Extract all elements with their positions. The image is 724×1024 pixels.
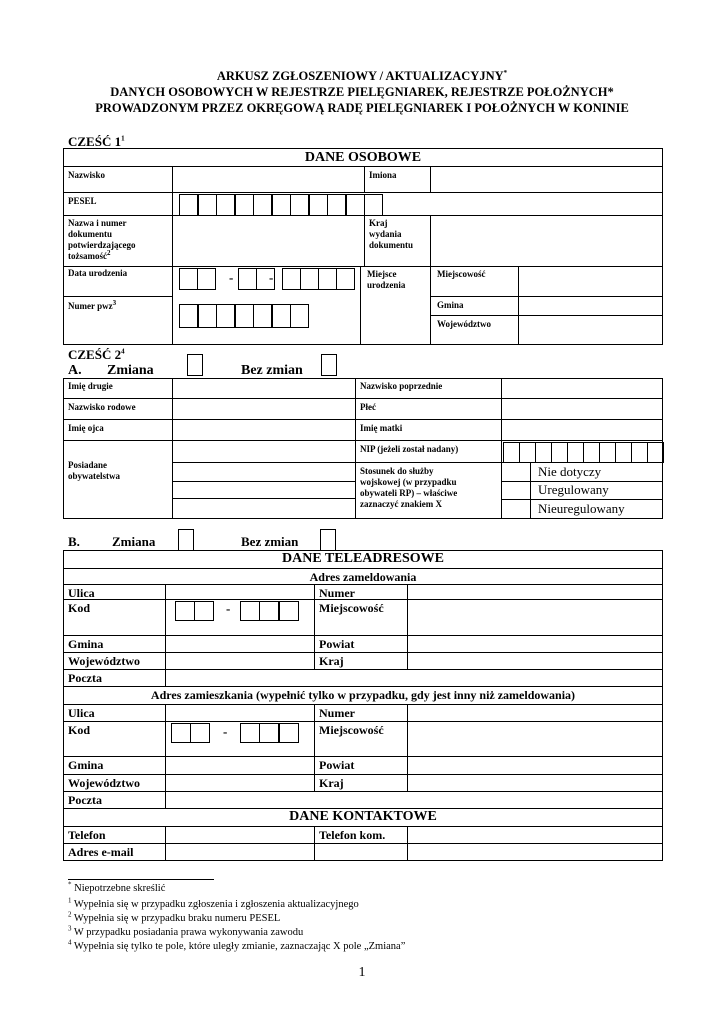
digit-cell[interactable] [290, 194, 309, 216]
date-separator: - [269, 270, 274, 285]
digit-cell[interactable] [519, 442, 536, 463]
postal-separator: - [226, 601, 231, 616]
footnote-separator [68, 879, 214, 880]
form-title-line2: DANYCH OSOBOWYCH W REJESTRZE PIELĘGNIAREK, REJESTRZE POŁOŻNYCH* [110, 85, 614, 99]
label-gmina: Gmina [68, 637, 104, 651]
label-data-urodzenia: Data urodzenia [68, 268, 128, 278]
footnote-2: $^2$ Wypełnia się w przypadku braku numeru PESEL [68, 910, 281, 924]
label-imie-matki: Imię matki [360, 423, 403, 433]
bez-zmian-b-checkbox[interactable] [320, 529, 336, 551]
digit-cell[interactable] [197, 268, 216, 290]
digit-cell[interactable] [272, 194, 291, 216]
digit-cell[interactable] [190, 723, 210, 743]
label-kod: Kod [68, 601, 91, 615]
digit-cell[interactable] [535, 442, 552, 463]
digit-cell[interactable] [615, 442, 632, 463]
label-kod: Kod [68, 723, 91, 737]
teleadresowe-title: DANE TELEADRESOWE [282, 551, 444, 566]
label-plec: Płeć [360, 402, 376, 412]
digit-cell[interactable] [198, 194, 217, 216]
digit-cell[interactable] [327, 194, 346, 216]
label-numer: Numer [319, 706, 355, 720]
form-title-line3: PROWADZONYM PRZEZ OKRĘGOWĄ RADĘ PIELĘGNIAREK I POŁOŻNYCH W KONINIE [95, 101, 629, 115]
label-sluzba-wojskowa: Stosunek do służby wojskowej (w przypadku obywateli RP) – właściwe zaznaczyć znakiem X [360, 466, 458, 509]
label-zmiana-b: Zmiana [112, 534, 156, 549]
bez-zmian-a-checkbox[interactable] [321, 354, 337, 376]
label-pesel: PESEL [68, 196, 97, 206]
option-nie-dotyczy[interactable]: Nie dotyczy [538, 464, 602, 479]
digit-cell[interactable] [583, 442, 600, 463]
label-ulica: Ulica [68, 586, 95, 600]
digit-cell[interactable] [272, 304, 291, 328]
digit-cell[interactable] [551, 442, 568, 463]
label-numer: Numer [319, 586, 355, 600]
label-wojewodztwo: Województwo [68, 654, 140, 668]
label-telefon: Telefon [68, 828, 106, 842]
digit-cell[interactable] [179, 194, 198, 216]
label-miejscowosc: Miejscowość [437, 269, 486, 279]
label-miejscowosc: Miejscowość [319, 723, 384, 737]
digit-cell[interactable] [567, 442, 584, 463]
label-bez-zmian-a: Bez zmian [241, 363, 303, 378]
zmiana-a-checkbox[interactable] [187, 354, 203, 376]
digit-cell[interactable] [240, 723, 260, 743]
label-kraj: Kraj [319, 776, 344, 790]
digit-cell[interactable] [235, 194, 254, 216]
postal-separator: - [223, 724, 228, 739]
digit-cell[interactable] [259, 601, 279, 621]
label-kraj-wydania: Kraj wydania dokumentu [369, 218, 414, 250]
label-numer-pwz: Numer pwz$^3$ [68, 299, 117, 311]
label-imiona: Imiona [369, 170, 397, 180]
label-nip: NIP (jeżeli został nadany) [360, 444, 459, 454]
digit-cell[interactable] [346, 194, 365, 216]
label-nazwisko-poprzednie: Nazwisko poprzednie [360, 381, 443, 391]
label-powiat: Powiat [319, 758, 355, 772]
zamieszkanie-title: Adres zamieszkania (wypełnić tylko w przypadku, gdy jest inny niż zameldowania) [150, 688, 576, 702]
label-poczta: Poczta [68, 671, 102, 685]
digit-cell[interactable] [631, 442, 648, 463]
label-powiat: Powiat [319, 637, 355, 651]
dane-osobowe-title: DANE OSOBOWE [304, 150, 422, 165]
digit-cell[interactable] [235, 304, 254, 328]
label-zmiana-a: Zmiana [107, 363, 154, 378]
label-miejscowosc: Miejscowość [319, 601, 384, 615]
label-wojewodztwo: Województwo [437, 319, 491, 329]
digit-cell[interactable] [171, 723, 191, 743]
digit-cell[interactable] [647, 442, 664, 463]
digit-cell[interactable] [318, 268, 337, 290]
label-poczta: Poczta [68, 793, 102, 807]
section-a-letter: A. [68, 363, 82, 378]
zameldowanie-title: Adres zameldowania [309, 570, 417, 584]
digit-cell[interactable] [259, 723, 279, 743]
digit-cell[interactable] [279, 601, 299, 621]
digit-cell[interactable] [198, 304, 217, 328]
label-email: Adres e-mail [68, 845, 134, 859]
section-b-letter: B. [68, 534, 80, 549]
digit-cell[interactable] [179, 304, 198, 328]
label-imie-drugie: Imię drugie [68, 381, 113, 391]
label-gmina: Gmina [437, 300, 464, 310]
zmiana-b-checkbox[interactable] [178, 529, 194, 551]
label-ulica: Ulica [68, 706, 95, 720]
label-gmina: Gmina [68, 758, 104, 772]
part2-label: CZEŚĆ $2^4$ [68, 347, 125, 362]
footnote-1: $^1$ Wypełnia się w przypadku zgłoszenia i zgłoszenia aktualizacyjnego [68, 896, 359, 910]
digit-cell[interactable] [279, 723, 299, 743]
label-kraj: Kraj [319, 654, 344, 668]
option-uregulowany[interactable]: Uregulowany [538, 482, 609, 497]
digit-cell[interactable] [216, 194, 235, 216]
label-imie-ojca: Imię ojca [68, 423, 104, 433]
label-nazwisko: Nazwisko [68, 170, 106, 180]
date-separator: - [229, 270, 234, 285]
label-wojewodztwo: Województwo [68, 776, 140, 790]
digit-cell[interactable] [336, 268, 355, 290]
digit-cell[interactable] [240, 601, 260, 621]
digit-cell[interactable] [179, 268, 198, 290]
footnote-4: $^4$ Wypełnia się tylko te pole, które uległy zmianie, zaznaczając X pole „Zmiana” [68, 938, 406, 952]
digit-cell[interactable] [253, 194, 272, 216]
label-miejsce-urodzenia: Miejsce urodzenia [367, 269, 406, 290]
digit-cell[interactable] [503, 442, 520, 463]
part1-label: CZEŚĆ $1^1$ [68, 134, 125, 149]
label-obywatelstwa: Posiadane obywatelstwa [68, 460, 120, 481]
digit-cell[interactable] [175, 601, 195, 621]
digit-cell[interactable] [253, 304, 272, 328]
label-dokument: Nazwa i numer dokumentu potwierdzającego tożsamość$^2$ [68, 218, 136, 261]
digit-cell[interactable] [599, 442, 616, 463]
digit-cell[interactable] [364, 194, 383, 216]
footnote-3: $^3$ W przypadku posiadania prawa wykonywania zawodu [68, 924, 304, 938]
label-bez-zmian-b: Bez zmian [241, 534, 299, 549]
digit-cell[interactable] [300, 268, 319, 290]
page-number: 1 [358, 965, 366, 980]
kontaktowe-title: DANE KONTAKTOWE [289, 809, 437, 824]
digit-cell[interactable] [238, 268, 257, 290]
digit-cell[interactable] [309, 194, 328, 216]
footnote-0: * Niepotrzebne skreślić [68, 880, 166, 894]
option-nieuregulowany[interactable]: Nieuregulowany [538, 501, 625, 516]
digit-cell[interactable] [290, 304, 309, 328]
digit-cell[interactable] [282, 268, 301, 290]
form-title-line1: ARKUSZ ZGŁOSZENIOWY / AKTUALIZACYJNY* [216, 68, 508, 83]
digit-cell[interactable] [194, 601, 214, 621]
digit-cell[interactable] [216, 304, 235, 328]
label-telefon-kom: Telefon kom. [319, 828, 386, 842]
label-nazwisko-rodowe: Nazwisko rodowe [68, 402, 136, 412]
